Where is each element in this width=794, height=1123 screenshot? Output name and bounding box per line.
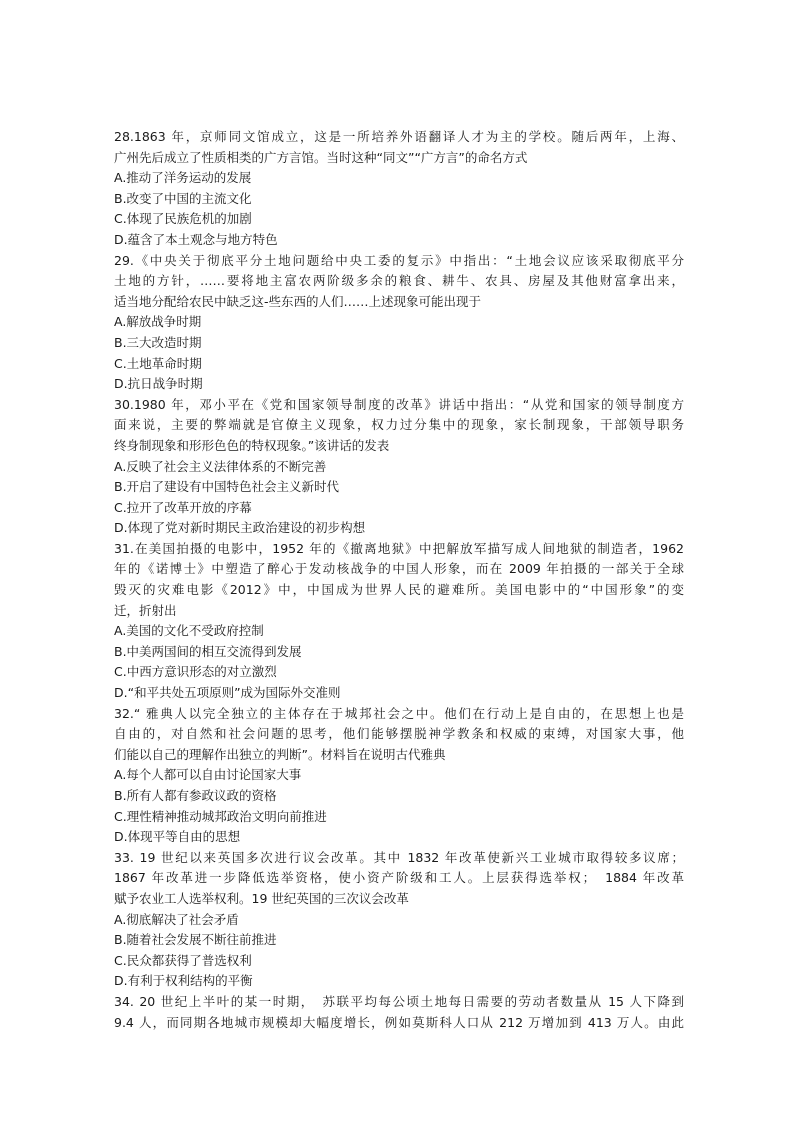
- option-c: C.中西方意识形态的对立激烈: [114, 664, 277, 680]
- option-d: D.抗日战争时期: [114, 376, 203, 392]
- question-stem-line: 33. 19 世纪以来英国多次进行议会改革。其中 1832 年改革使新兴工业城市取得较多议席；: [114, 849, 684, 865]
- option-b: B.三大改造时期: [114, 334, 202, 350]
- option-a: A.美国的文化不受政府控制: [114, 623, 264, 639]
- question-stem-line: 土地的方针，……要将地主富农两阶级多余的粮食、耕牛、农具、房屋及其他财富拿出来，: [114, 273, 684, 289]
- option-b: B.改变了中国的主流文化: [114, 190, 252, 206]
- question-28: [114, 127, 684, 251]
- question-stem-line: 面来说，主要的弊端就是官僚主义现象，权力过分集中的现象，家长制现象，干部领导职务: [114, 417, 684, 433]
- question-stem-line: 毁灭的灾难电影《2012》中，中国成为世界人民的避难所。美国电影中的“中国形象”的变: [114, 582, 684, 598]
- option-d: D.体现平等自由的思想: [114, 829, 241, 845]
- option-c: C.体现了民族危机的加剧: [114, 211, 252, 227]
- question-stem-line: 28.1863 年，京师同文馆成立，这是一所培养外语翻译人才为主的学校。随后两年，上海、: [114, 129, 684, 144]
- question-stem-line: 30.1980 年，邓小平在《党和国家领导制度的改革》讲话中指出：“从党和国家的领导制度方: [114, 396, 684, 412]
- question-stem-line: 自由的，对自然和社会问题的思考，他们能够摆脱神学教条和权威的束缚，对国家大事，他: [114, 726, 684, 742]
- option-a: A.每个人都可以自由讨论国家大事: [114, 767, 302, 783]
- question-stem-line: 赋予农业工人选举权利。19 世纪英国的三次议会改革: [114, 890, 409, 906]
- question-stem-line: 年的《诺博士》中塑造了醉心于发动核战争的中国人形象，而在 2009 年拍摄的一部关于全球: [114, 561, 684, 577]
- question-stem-line: 9.4 人，而同期各地城市规模却大幅度增长，例如莫斯科人口从 212 万增加到 413 万人。由此: [114, 1014, 684, 1030]
- option-b: B.中美两国间的相互交流得到发展: [114, 643, 302, 659]
- option-b: B.所有人都有参政议政的资格: [114, 788, 277, 803]
- question-34: [114, 992, 684, 1033]
- option-d: D.“和平共处五项原则”成为国际外交准则: [114, 685, 341, 701]
- question-33: [114, 848, 684, 992]
- question-stem-line: 迁，折射出: [114, 602, 177, 618]
- question-32: [114, 704, 684, 848]
- question-stem-line: 1867 年改革进一步降低选举资格，使小资产阶级和工人。上层获得选举权； 1884 年改革: [114, 870, 684, 886]
- option-b: B.开启了建设有中国特色社会主义新时代: [114, 479, 340, 495]
- question-stem-line: 31.在美国拍摄的电影中，1952 年的《撤离地狱》中把解放军描写成人间地狱的制造者，1962: [114, 540, 684, 556]
- option-d: D.有利于权利结构的平衡: [114, 973, 253, 989]
- question-stem-line: 29.《中央关于彻底平分土地问题给中央工委的复示》中指出：“土地会议应该采取彻底平分: [114, 252, 684, 268]
- question-stem-line: 适当地分配给农民中缺乏这-些东西的人们……上述现象可能出现于: [114, 293, 482, 309]
- question-stem-line: 们能以自己的理解作出独立的判断”。材料旨在说明古代雅典: [114, 746, 446, 762]
- question-30: [114, 395, 684, 539]
- option-a: A.反映了社会主义法律体系的不断完善: [114, 458, 327, 474]
- option-c: C.民众都获得了普选权利: [114, 952, 252, 968]
- option-a: A.推动了洋务运动的发展: [114, 170, 252, 186]
- question-stem-line: 34. 20 世纪上半叶的某一时期， 苏联平均每公顷土地每日需要的劳动者数量从 15 人下降到: [114, 993, 684, 1009]
- option-a: A.彻底解决了社会矛盾: [114, 911, 239, 927]
- question-stem-line: 32.“ 雅典人以完全独立的主体存在于城邦社会之中。他们在行动上是自由的，在思想上也是: [114, 705, 684, 721]
- question-stem-line: 广州先后成立了性质相类的广方言馆。当时这种“同文”“广方言”的命名方式: [114, 149, 528, 165]
- question-stem-line: 终身制现象和形形色色的特权现象。”该讲话的发表: [114, 437, 390, 453]
- option-c: C.土地革命时期: [114, 355, 202, 371]
- option-d: D.体现了党对新时期民主政治建设的初步构想: [114, 520, 366, 536]
- option-c: C.拉开了改革开放的序幕: [114, 499, 252, 515]
- option-b: B.随着社会发展不断往前推进: [114, 932, 277, 948]
- exam-questions: [114, 127, 684, 1033]
- option-c: C.理性精神推动城邦政治文明向前推进: [114, 808, 327, 824]
- option-a: A.解放战争时期: [114, 314, 202, 330]
- option-d: D.蕴含了本土观念与地方特色: [114, 231, 278, 247]
- question-29: [114, 251, 684, 395]
- question-31: [114, 539, 684, 704]
